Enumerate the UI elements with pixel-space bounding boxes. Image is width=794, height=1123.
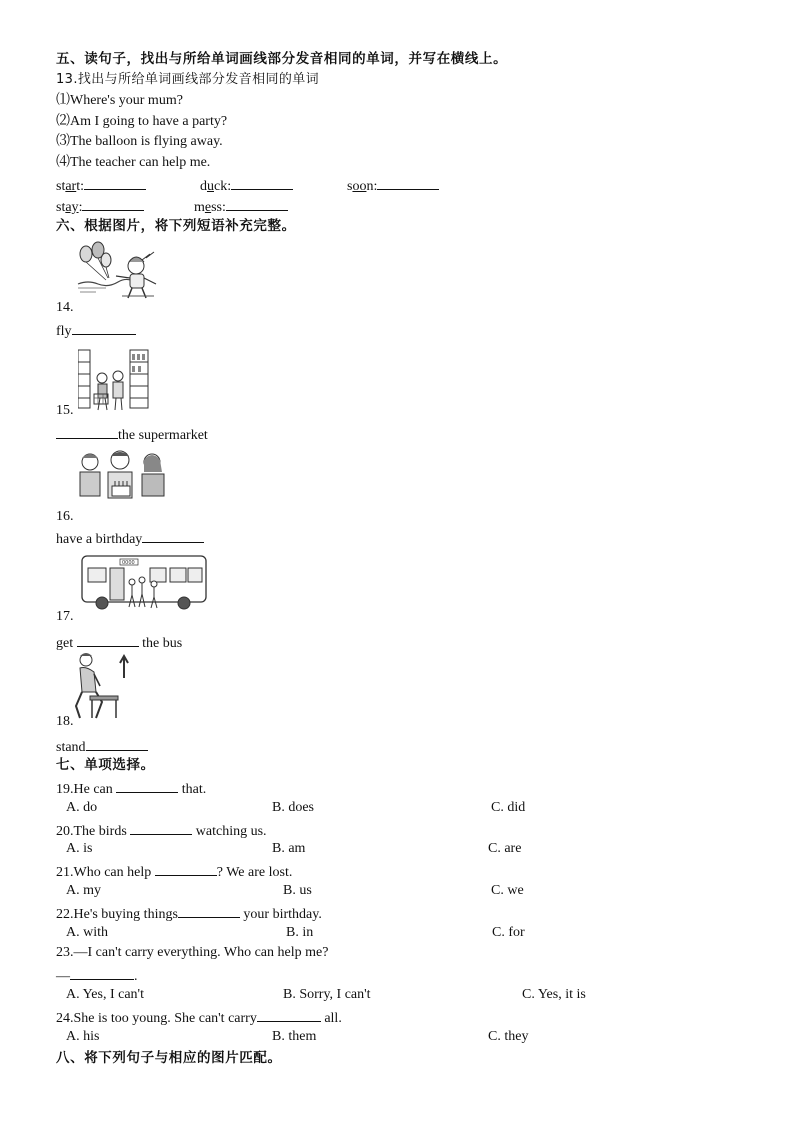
sentence-number: ⑷ (56, 155, 70, 170)
word-part: st (56, 200, 66, 215)
phrase-text: have a birthday (56, 532, 143, 547)
answer-blank-soon[interactable] (377, 175, 439, 190)
underlined-part: e (204, 200, 212, 215)
q23-answer-blank[interactable] (70, 965, 134, 980)
q19-option-b[interactable]: B. does (272, 800, 314, 815)
section-8-heading: 八、将下列句子与相应的图片匹配。 (56, 1050, 282, 1066)
answer-blank-stay[interactable] (82, 196, 144, 211)
stem-text: 21.Who can help (56, 865, 155, 880)
q16-answer-blank[interactable] (142, 528, 204, 543)
q23-reply (56, 965, 138, 986)
stem-text: your birthday. (239, 907, 322, 922)
stem-text: ? We are lost. (216, 865, 293, 880)
phrase-text: the bus (138, 636, 183, 651)
q20-stem (56, 820, 267, 841)
sentence-number: ⑵ (56, 114, 70, 129)
q22-answer-blank[interactable] (178, 903, 240, 918)
phrase-text: stand (56, 740, 86, 755)
q24-answer-blank[interactable] (257, 1007, 321, 1022)
section-6-heading: 六、根据图片，将下列短语补充完整。 (56, 218, 296, 234)
word-part: ss: (211, 200, 226, 215)
stand-up-picture (72, 652, 132, 722)
q23-stem: 23.—I can't carry everything. Who can help me? (56, 945, 329, 960)
word-duck (200, 175, 293, 196)
word-part: d (200, 179, 207, 194)
reply-period: . (134, 969, 138, 984)
q22-stem (56, 903, 322, 924)
q13-title: 13.找出与所给单词画线部分发音相同的单词 (56, 72, 320, 87)
word-part: t: (76, 179, 85, 194)
q19-answer-blank[interactable] (116, 778, 178, 793)
q21-option-c[interactable]: C. we (491, 883, 524, 898)
sentence-text: Am I going to have a party? (70, 114, 228, 129)
q20-option-a[interactable]: A. is (66, 841, 93, 856)
section-5-heading: 五、读句子，找出与所给单词画线部分发音相同的单词，并写在横线上。 (56, 51, 508, 67)
q21-stem (56, 861, 292, 882)
sentence-number: ⑶ (56, 134, 70, 149)
q16-phrase (56, 528, 204, 549)
sentence-text: Where's your mum? (70, 93, 183, 108)
phrase-text: fly (56, 324, 72, 339)
q17-answer-blank[interactable] (77, 632, 139, 647)
supermarket-picture (78, 348, 150, 412)
word-part: n: (366, 179, 378, 194)
stem-text: that. (178, 782, 207, 797)
stem-text: 19.He can (56, 782, 117, 797)
birthday-picture (78, 448, 168, 502)
q24-stem (56, 1007, 342, 1028)
phrase-text: get (56, 636, 77, 651)
q24-option-c[interactable]: C. they (488, 1029, 529, 1044)
q18-number: 18. (56, 714, 74, 729)
word-start (56, 175, 146, 196)
q15-number: 15. (56, 403, 74, 418)
sentence-number: ⑴ (56, 93, 70, 108)
underlined-part: ar (65, 179, 77, 194)
q13-sentence-1 (56, 92, 183, 110)
stem-text: 20.The birds (56, 824, 131, 839)
stem-text: 24.She is too young. She can't carry (56, 1011, 257, 1026)
q15-phrase (56, 424, 208, 445)
q20-option-b[interactable]: B. am (272, 841, 306, 856)
q19-option-c[interactable]: C. did (491, 800, 526, 815)
q19-stem (56, 778, 206, 799)
word-stay (56, 196, 144, 217)
q15-answer-blank[interactable] (56, 424, 118, 439)
q18-phrase (56, 736, 148, 757)
underlined-part: oo (352, 179, 367, 194)
word-part: s (347, 179, 353, 194)
q21-answer-blank[interactable] (155, 861, 217, 876)
phrase-text: the supermarket (118, 428, 208, 443)
q13-sentence-2 (56, 113, 227, 131)
word-part: ck: (214, 179, 232, 194)
q22-option-c[interactable]: C. for (492, 925, 525, 940)
q13-sentence-3 (56, 133, 223, 151)
q14-phrase (56, 320, 136, 341)
q22-option-a[interactable]: A. with (66, 925, 108, 940)
q17-phrase (56, 632, 182, 653)
answer-blank-mess[interactable] (226, 196, 288, 211)
word-mess (194, 196, 288, 217)
stem-text: 22.He's buying things (56, 907, 178, 922)
section-7-heading: 七、单项选择。 (56, 757, 155, 773)
q20-answer-blank[interactable] (130, 820, 192, 835)
reply-dash: — (56, 969, 70, 984)
sentence-text: The balloon is flying away. (70, 134, 223, 149)
word-part: m (194, 200, 205, 215)
underlined-part: u (207, 179, 214, 194)
q14-number: 14. (56, 300, 74, 315)
q24-option-b[interactable]: B. them (272, 1029, 317, 1044)
word-part: st (56, 179, 66, 194)
word-soon (347, 175, 439, 196)
answer-blank-duck[interactable] (231, 175, 293, 190)
q17-number: 17. (56, 609, 74, 624)
bus-sign-text: 0000 (122, 560, 135, 566)
q18-answer-blank[interactable] (86, 736, 148, 751)
stem-text: all. (320, 1011, 342, 1026)
answer-blank-start[interactable] (84, 175, 146, 190)
q24-option-a[interactable]: A. his (66, 1029, 100, 1044)
stem-text: watching us. (192, 824, 267, 839)
q21-option-b[interactable]: B. us (283, 883, 312, 898)
underlined-part: ay (65, 200, 79, 215)
q23-option-c[interactable]: C. Yes, it is (522, 987, 586, 1002)
q16-number: 16. (56, 509, 74, 524)
bus-picture (80, 554, 208, 612)
q21-option-a[interactable]: A. my (66, 883, 101, 898)
q20-option-c[interactable]: C. are (488, 841, 522, 856)
q23-option-a[interactable]: A. Yes, I can't (66, 987, 144, 1002)
q13-sentence-4 (56, 154, 210, 172)
q19-option-a[interactable]: A. do (66, 800, 98, 815)
q22-option-b[interactable]: B. in (286, 925, 314, 940)
balloons-picture (76, 240, 164, 302)
sentence-text: The teacher can help me. (70, 155, 211, 170)
q23-option-b[interactable]: B. Sorry, I can't (283, 987, 371, 1002)
word-part: : (78, 200, 83, 215)
q14-answer-blank[interactable] (72, 320, 136, 335)
